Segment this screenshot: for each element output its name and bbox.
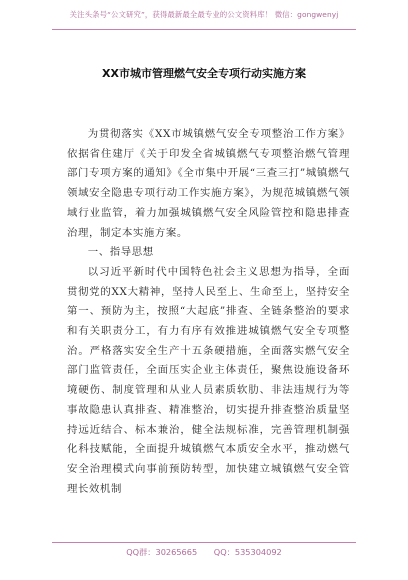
section-heading: 一、指导思想 (87, 246, 154, 259)
banner-text: 关注头条号“公文研究”，获得最新最全最专业的公文资料库！ 微信：gongwenyj (69, 10, 339, 19)
footer-divider (52, 542, 356, 543)
footer (0, 547, 408, 558)
qq-text: QQ：535304092 (213, 547, 282, 557)
document-body (67, 125, 350, 499)
intro-paragraph: 为贯彻落实《XX市城镇燃气安全专项整治工作方案》依据省住建厅《关于印发全省城镇燃气专项整治燃气管理部门专项方案的通知》《全市集中开展“三查三打”城镇燃气领域安全隐患专项行动工作实施方案》，为规范城镇燃气领域行业监管，着力加强城镇燃气安全风险管控和隐患排查治理，制定本实施方案。 (67, 128, 350, 239)
qq-group-text: QQ群：30265665 (126, 547, 198, 557)
header-divider (52, 29, 356, 30)
section-paragraph: 以习近平新时代中国特色社会主义思想为指导，全面贯彻党的XX大精神，坚持人民至上、生命至上，坚持安全第一、预防为主，按照“大起底”排查、全链条整治的要求和有关职责分工，有力有序有效推进城镇燃气安全专项整治。严格落实安全生产十五条硬措施，全面落实燃气安全部门监管责任，全面压实企业主体责任，聚焦设施设备环境硬伤、制度管理和从业人员素质软肋、非法违规行为等事故隐患认真排查、精准整治，切实提升排查整治质量坚持远近结合、标本兼治，健全法规标准，完善管理机制强化科技赋能，全面提升城镇燃气本质安全水平，推动燃气安全治理模式向事前预防转型，加快建立城镇燃气安全管理长效机制 (67, 265, 350, 495)
document-title: XX市城市管理燃气安全专项行动实施方案 (102, 67, 306, 80)
